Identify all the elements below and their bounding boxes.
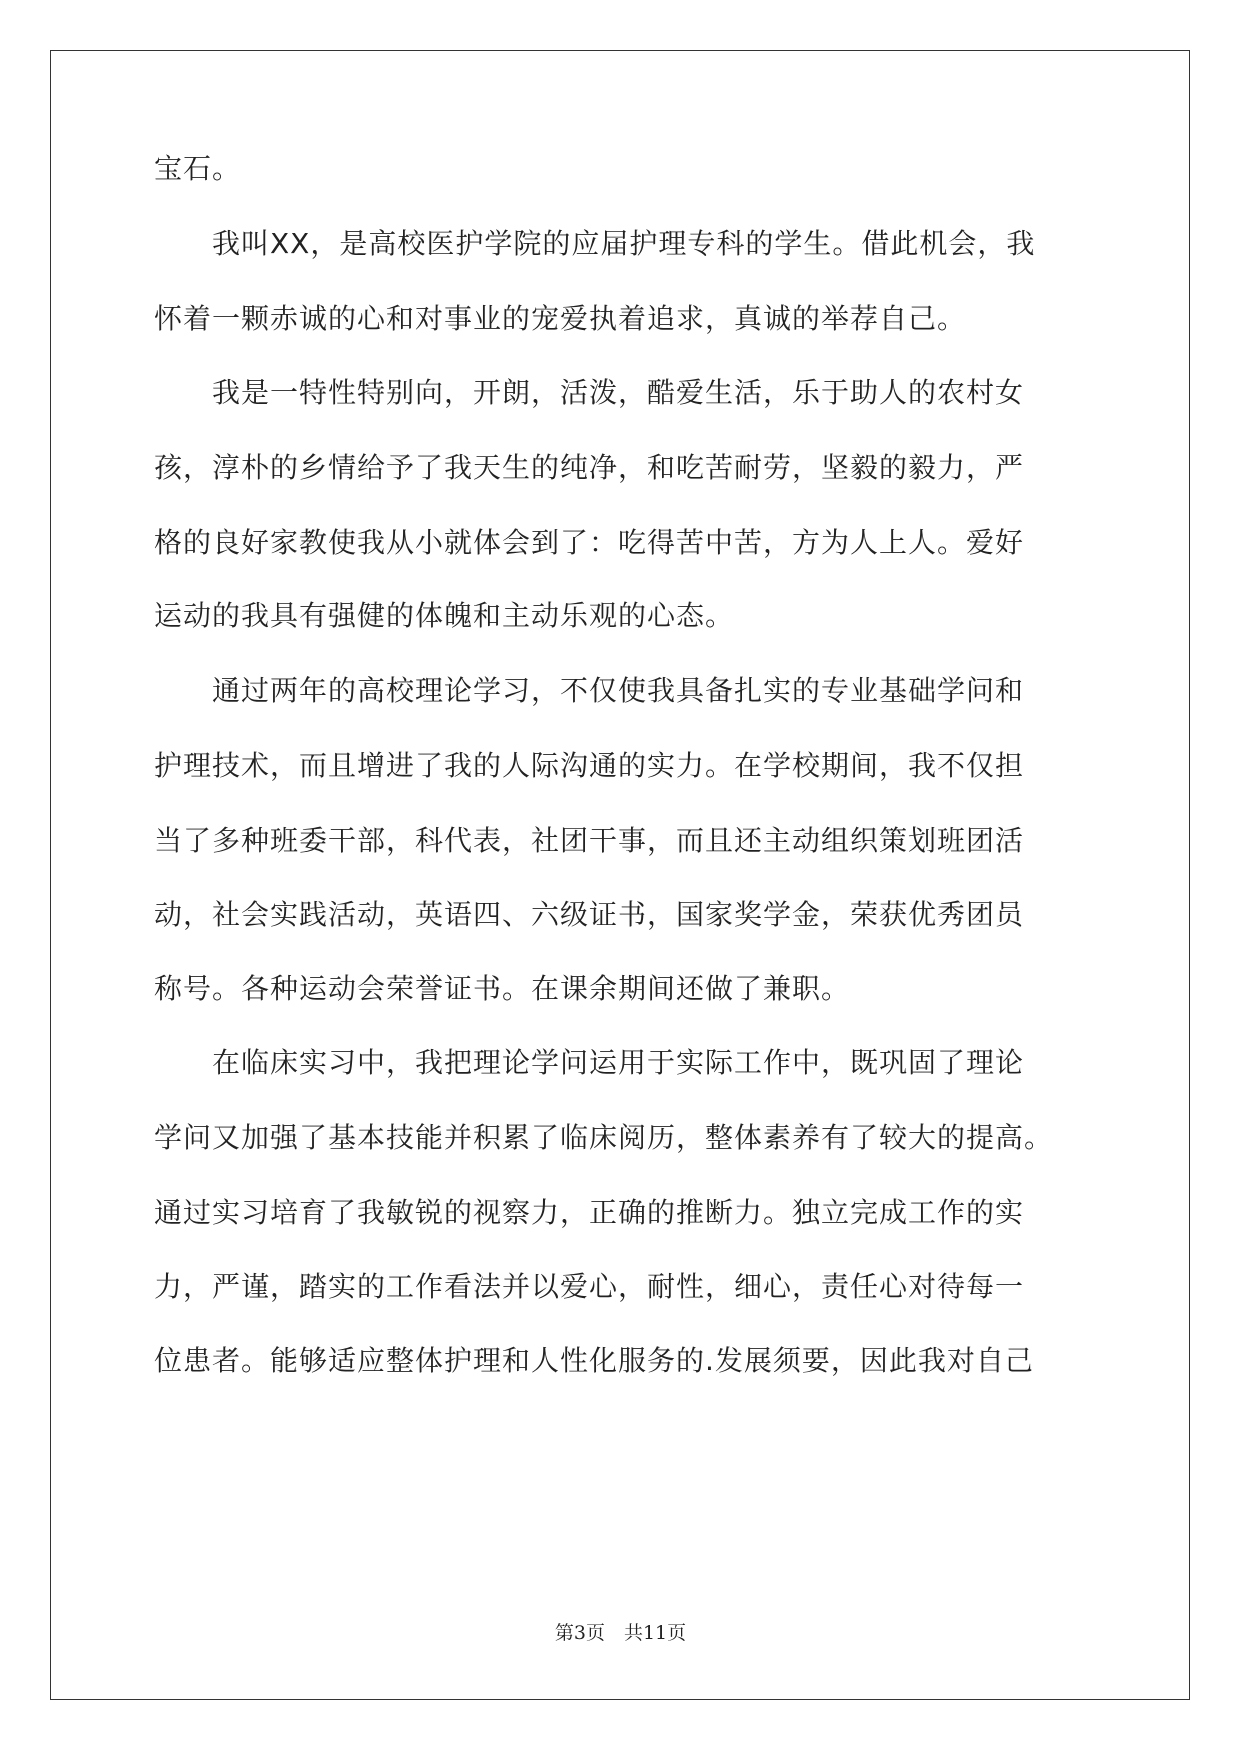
body-text-line: 我叫XX，是高校医护学院的应届护理专科的学生。借此机会，我 <box>154 227 1036 260</box>
body-text-line: 格的良好家教使我从小就体会到了：吃得苦中苦，方为人上人。爱好 <box>154 526 1025 559</box>
body-text-line: 位患者。能够适应整体护理和人性化服务的.发展须要，因此我对自己 <box>154 1344 1034 1377</box>
page-number-footer: 第3页 共11页 <box>554 1622 687 1644</box>
body-text-line: 称号。各种运动会荣誉证书。在课余期间还做了兼职。 <box>154 972 851 1005</box>
page-border <box>50 50 1190 1700</box>
body-text-line: 在临床实习中，我把理论学问运用于实际工作中，既巩固了理论 <box>154 1046 1025 1079</box>
body-text-line: 动，社会实践活动，英语四、六级证书，国家奖学金，荣获优秀团员 <box>154 898 1025 931</box>
body-text-line: 孩，淳朴的乡情给予了我天生的纯净，和吃苦耐劳，坚毅的毅力，严 <box>154 451 1025 484</box>
body-text-line: 通过两年的高校理论学习，不仅使我具备扎实的专业基础学问和 <box>154 674 1025 707</box>
body-text-line: 运动的我具有强健的体魄和主动乐观的心态。 <box>154 599 735 632</box>
body-text-line: 我是一特性特别向，开朗，活泼，酷爱生活，乐于助人的农村女 <box>154 376 1025 409</box>
body-text-line: 当了多种班委干部，科代表，社团干事，而且还主动组织策划班团活 <box>154 824 1025 857</box>
body-text-line: 通过实习培育了我敏锐的视察力，正确的推断力。独立完成工作的实 <box>154 1196 1025 1229</box>
body-text-line: 力，严谨，踏实的工作看法并以爱心，耐性，细心，责任心对待每一 <box>154 1270 1025 1303</box>
body-text-line: 学问又加强了基本技能并积累了临床阅历，整体素养有了较大的提高。 <box>154 1121 1054 1154</box>
body-text-line: 护理技术，而且增进了我的人际沟通的实力。在学校期间，我不仅担 <box>154 749 1025 782</box>
body-text-line: 宝石。 <box>154 152 242 185</box>
body-text-line: 怀着一颗赤诚的心和对事业的宠爱执着追求，真诚的举荐自己。 <box>154 302 967 335</box>
